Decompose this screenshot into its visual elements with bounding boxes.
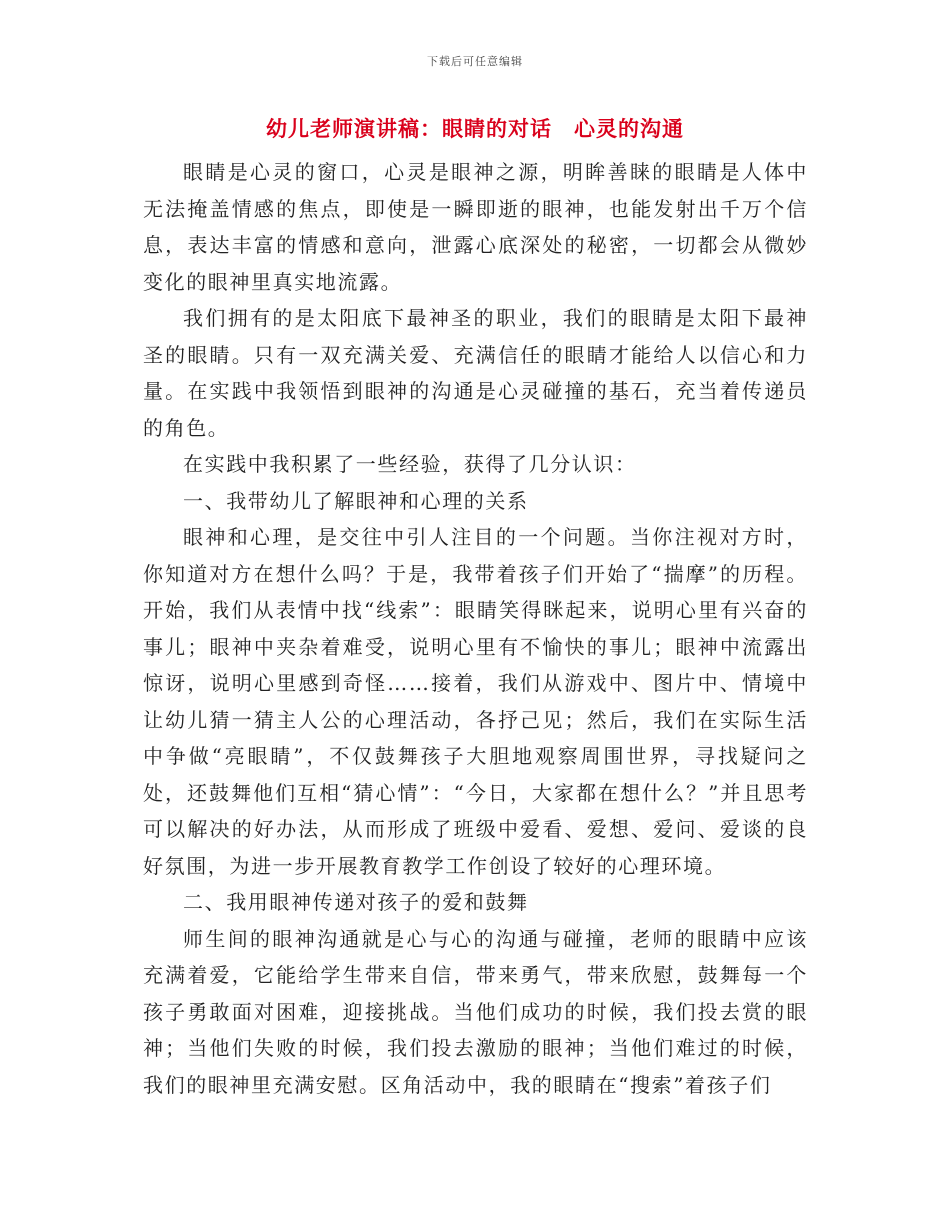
document-body — [143, 154, 808, 1103]
paragraph: 眼睛是心灵的窗口，心灵是眼神之源，明眸善睐的眼睛是人体中无法掩盖情感的焦点，即使是一瞬即逝的眼神，也能发射出千万个信息，表达丰富的情感和意向，泄露心底深处的秘密，一切都会从微妙变化的眼神里真实地流露。 — [143, 160, 808, 294]
header-note: 下载后可任意编辑 — [427, 55, 523, 68]
document-title: 幼儿老师演讲稿：眼睛的对话 心灵的沟通 — [266, 117, 684, 141]
section-heading: 一、我带幼儿了解眼神和心理的关系 — [183, 488, 529, 513]
section-heading: 二、我用眼神传递对孩子的爱和鼓舞 — [183, 890, 529, 914]
paragraph: 眼神和心理，是交往中引人注目的一个问题。当你注视对方时，你知道对方在想什么吗？于是，我带着孩子们开始了“揣摩”的历程。开始，我们从表情中找“线索”：眼睛笑得眯起来，说明心里有兴奋的事儿；眼神中夹杂着难受，说明心里有不愉快的事儿；眼神中流露出惊讶，说明心里感到奇怪……接着，我们从游戏中、图片中、情境中让幼儿猜一猜主人公的心理活动，各抒己见；然后，我们在实际生活中争做“亮眼睛”，不仅鼓舞孩子大胆地观察周围世界，寻找疑问之处，还鼓舞他们互相“猜心情”：“今日，大家都在想什么？”并且思考可以解决的好办法，从而形成了班级中爱看、爱想、爱问、爱谈的良好氛围，为进一步开展教育教学工作创设了较好的心理环境。 — [143, 525, 808, 878]
paragraph: 我们拥有的是太阳底下最神圣的职业，我们的眼睛是太阳下最神圣的眼睛。只有一双充满关爱、充满信任的眼睛才能给人以信心和力量。在实践中我领悟到眼神的沟通是心灵碰撞的基石，充当着传递员的角色。 — [143, 306, 808, 440]
paragraph: 在实践中我积累了一些经验，获得了几分认识： — [183, 452, 637, 476]
paragraph: 师生间的眼神沟通就是心与心的沟通与碰撞，老师的眼睛中应该充满着爱，它能给学生带来自信，带来勇气，带来欣慰，鼓舞每一个孩子勇敢面对困难，迎接挑战。当他们成功的时候，我们投去赏的眼神；当他们失败的时候，我们投去激励的眼神；当他们难过的时候，我们的眼神里充满安慰。区角活动中，我的眼睛在“搜索”着孩子们 — [143, 926, 808, 1097]
